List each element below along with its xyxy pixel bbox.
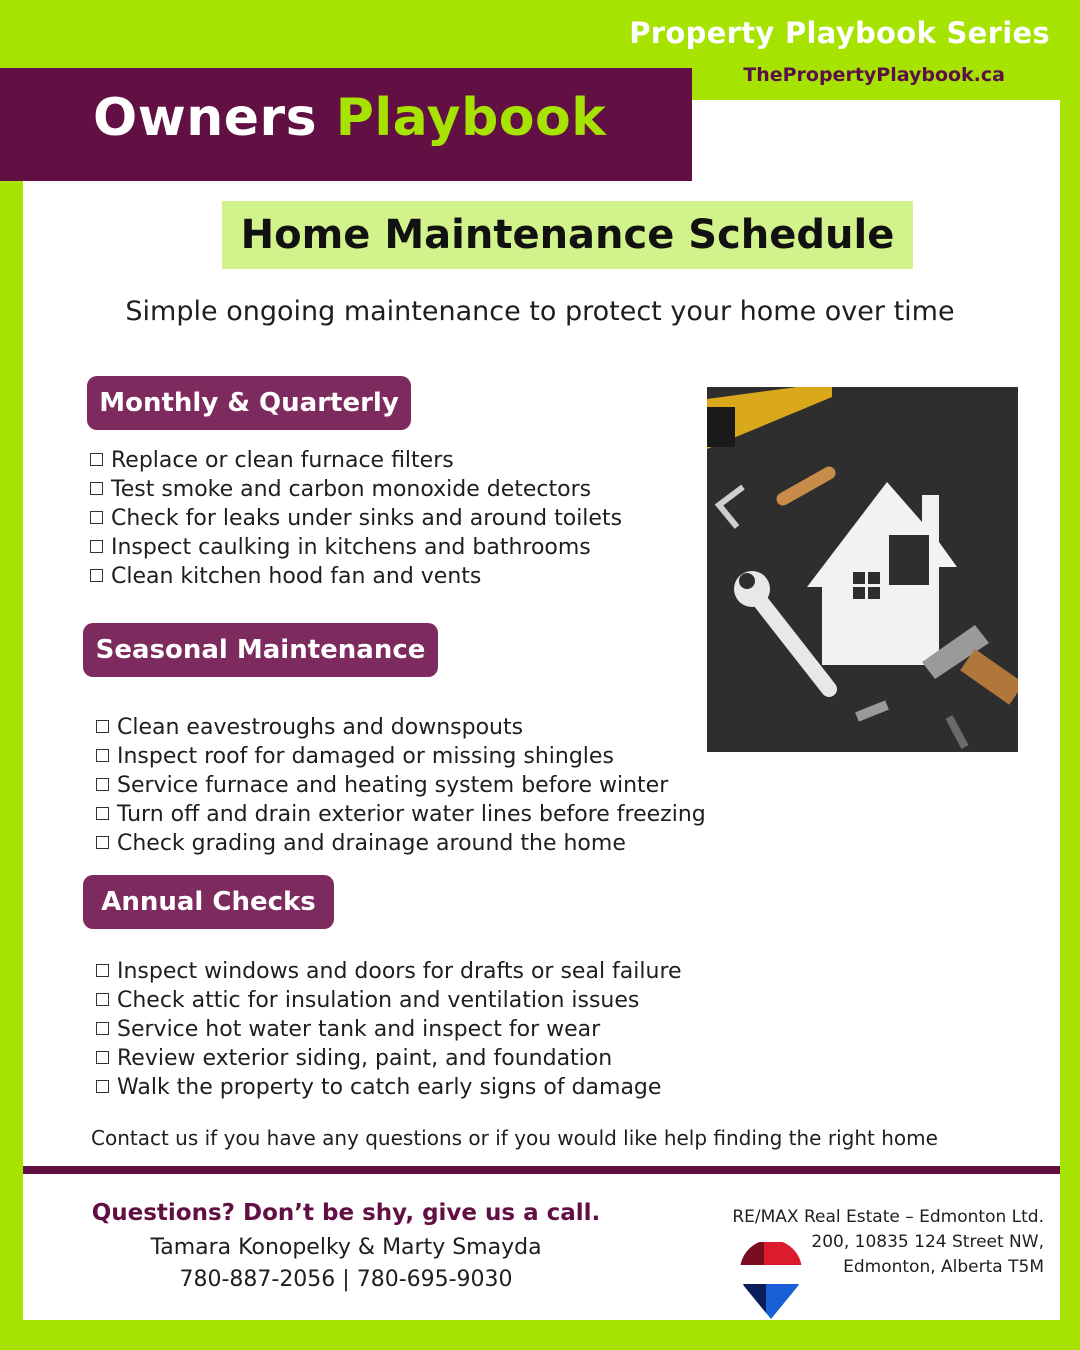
checklist-item-label: Inspect caulking in kitchens and bathrooms [111,535,591,560]
banner-title-owners: Owners [93,88,318,148]
checklist-item[interactable] [90,475,622,504]
checklist-item-label: Clean eavestroughs and downspouts [117,715,524,740]
checklist-item[interactable] [96,1015,682,1044]
section-heading-monthly: Monthly & Quarterly [87,376,411,430]
schedule-title-box [222,201,913,269]
series-title: Property Playbook Series [629,16,1050,50]
checklist-item-label: Inspect windows and doors for drafts or seal failure [117,959,682,984]
checklist-item[interactable] [96,771,706,800]
checklist-item-label: Service hot water tank and inspect for wear [117,1017,601,1042]
checkbox-icon[interactable] [96,720,109,733]
checklist-item[interactable] [96,1073,682,1102]
checklist-item[interactable] [96,713,706,742]
contact-note: Contact us if you have any questions or if you would like help finding the right home [91,1126,938,1150]
checkbox-icon[interactable] [96,807,109,820]
checkbox-icon[interactable] [96,964,109,977]
checklist-monthly [90,446,622,591]
checkbox-icon[interactable] [96,1080,109,1093]
checklist-item-label: Walk the property to catch early signs of damage [117,1075,662,1100]
checklist-item[interactable] [90,504,622,533]
checklist-item-label: Check for leaks under sinks and around toilets [111,506,623,531]
checkbox-icon[interactable] [90,482,103,495]
checklist-item-label: Inspect roof for damaged or missing shingles [117,744,614,769]
checklist-seasonal [96,713,706,858]
checklist-item-label: Replace or clean furnace filters [111,448,454,473]
brokerage-name: RE/MAX Real Estate – Edmonton Ltd. [732,1207,1044,1227]
checklist-item-label: Check grading and drainage around the home [117,831,626,856]
checklist-item-label: Turn off and drain exterior water lines before freezing [117,802,706,827]
address-line-1: 200, 10835 124 Street NW, [811,1232,1044,1252]
banner-title-playbook: Playbook [335,88,607,148]
checklist-item[interactable] [90,446,622,475]
checkbox-icon[interactable] [96,836,109,849]
checklist-item[interactable] [96,986,682,1015]
checkbox-icon[interactable] [96,1051,109,1064]
checkbox-icon[interactable] [96,778,109,791]
house-tools-illustration [707,387,1018,752]
checkbox-icon[interactable] [90,540,103,553]
phone-numbers[interactable]: 780-887-2056 | 780-695-9030 [179,1267,513,1292]
checkbox-icon[interactable] [90,511,103,524]
checkbox-icon[interactable] [96,1022,109,1035]
checklist-item[interactable] [96,800,706,829]
agent-names: Tamara Konopelky & Marty Smayda [150,1235,542,1260]
house-tools-photo [707,387,1018,752]
checklist-item-label: Service furnace and heating system before winter [117,773,669,798]
checklist-item-label: Review exterior siding, paint, and foundation [117,1046,613,1071]
page-subtitle: Simple ongoing maintenance to protect your home over time [125,296,955,327]
website-link[interactable]: ThePropertyPlaybook.ca [743,64,1005,86]
checkbox-icon[interactable] [90,453,103,466]
checklist-item[interactable] [96,1044,682,1073]
checklist-item[interactable] [90,562,622,591]
checklist-item[interactable] [90,533,622,562]
footer-divider [23,1166,1060,1174]
section-heading-seasonal: Seasonal Maintenance [83,623,438,677]
page-title: Home Maintenance Schedule [240,212,895,258]
checklist-item-label: Check attic for insulation and ventilation issues [117,988,640,1013]
checkbox-icon[interactable] [96,993,109,1006]
remax-balloon-logo [738,1242,804,1320]
call-to-action: Questions? Don’t be shy, give us a call. [91,1200,601,1226]
checklist-annual [96,957,682,1102]
section-heading-annual: Annual Checks [83,875,334,929]
checklist-item[interactable] [96,957,682,986]
checklist-item-label: Clean kitchen hood fan and vents [111,564,482,589]
checkbox-icon[interactable] [96,749,109,762]
checkbox-icon[interactable] [90,569,103,582]
checklist-item[interactable] [96,742,706,771]
checklist-item[interactable] [96,829,706,858]
checklist-item-label: Test smoke and carbon monoxide detectors [111,477,592,502]
banner-title [93,88,606,148]
address-line-2: Edmonton, Alberta T5M [843,1257,1044,1277]
